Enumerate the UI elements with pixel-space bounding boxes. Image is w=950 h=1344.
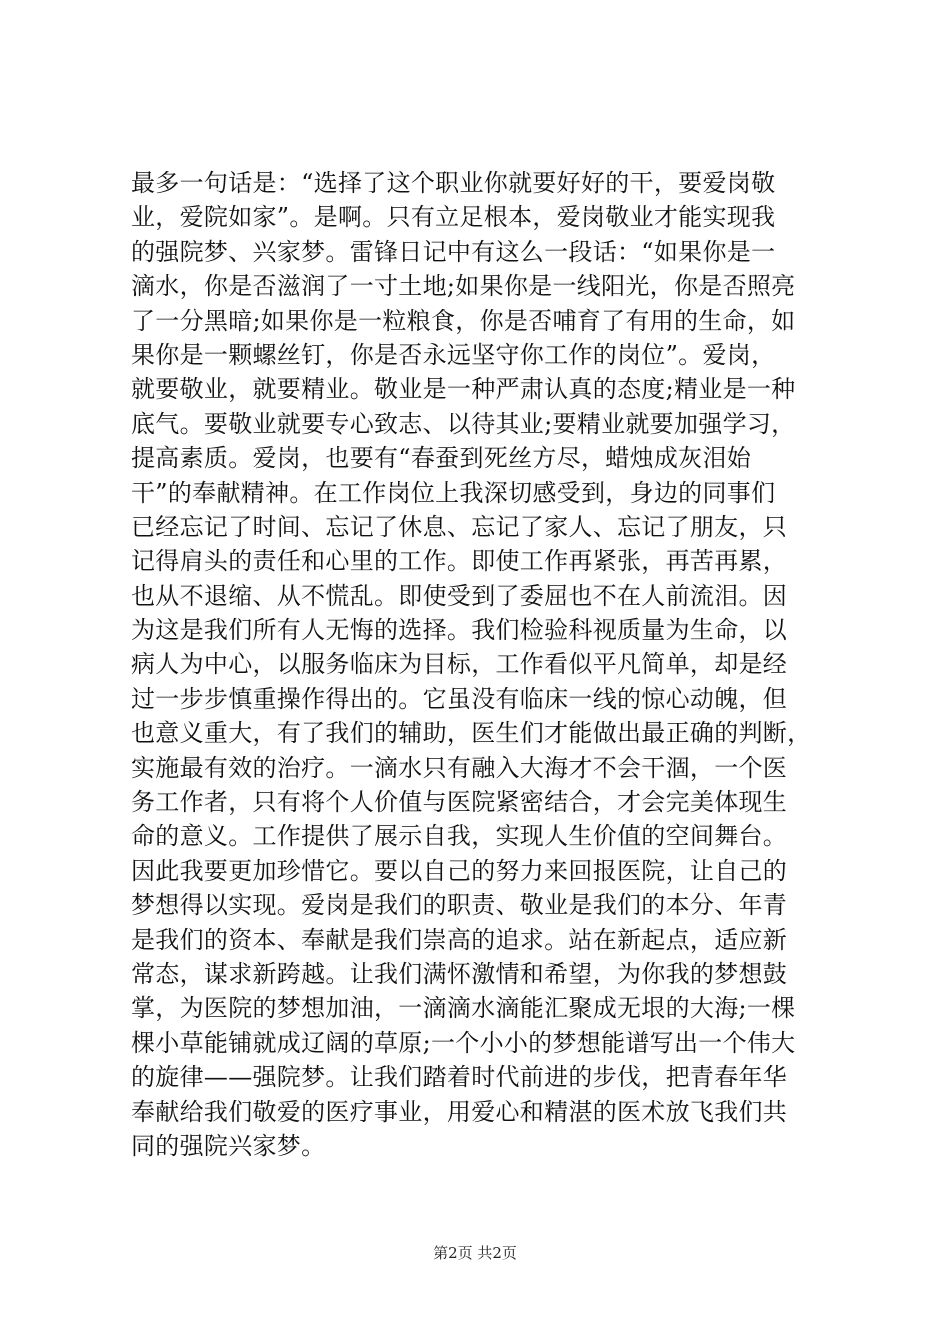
text-line: 记得肩头的责任和心里的工作。即使工作再紧张，再苦再累， — [131, 547, 788, 576]
text-line: 底气。要敬业就要专心致志、以待其业;要精业就要加强学习， — [131, 409, 796, 438]
text-line: 棵小草能铺就成辽阔的草原;一个小小的梦想能谱写出一个伟大 — [131, 1028, 796, 1057]
text-line: 同的强院兴家梦。 — [131, 1131, 326, 1160]
text-line: 提高素质。爱岗，也要有“春蚕到死丝方尽，蜡烛成灰泪始 — [131, 444, 752, 473]
text-line: 的旋律——强院梦。让我们踏着时代前进的步伐，把青春年华 — [131, 1063, 788, 1092]
text-line: 业，爱院如家”。是啊。只有立足根本，爱岗敬业才能实现我 — [131, 203, 776, 232]
text-line: 奉献给我们敬爱的医疗事业，用爱心和精湛的医术放飞我们共 — [131, 1097, 788, 1126]
text-line: 滴水，你是否滋润了一寸土地;如果你是一线阳光，你是否照亮 — [131, 272, 796, 301]
text-line: 常态，谋求新跨越。让我们满怀激情和希望，为你我的梦想鼓 — [131, 959, 788, 988]
text-line: 病人为中心，以服务临床为目标，工作看似平凡简单，却是经 — [131, 650, 788, 679]
text-line: 果你是一颗螺丝钉，你是否永远坚守你工作的岗位”。爱岗， — [131, 340, 776, 369]
text-line: 命的意义。工作提供了展示自我，实现人生价值的空间舞台。 — [131, 822, 788, 851]
text-line: 务工作者，只有将个人价值与医院紧密结合，才会完美体现生 — [131, 788, 788, 817]
text-line: 也从不退缩、从不慌乱。即使受到了委屈也不在人前流泪。因 — [131, 581, 788, 610]
text-line: 实施最有效的治疗。一滴水只有融入大海才不会干涸，一个医 — [131, 753, 788, 782]
text-line: 的强院梦、兴家梦。雷锋日记中有这么一段话：“如果你是一 — [131, 237, 776, 266]
text-line: 因此我要更加珍惜它。要以自己的努力来回报医院，让自己的 — [131, 856, 788, 885]
text-line: 也意义重大，有了我们的辅助，医生们才能做出最正确的判断， — [131, 719, 812, 748]
body-paragraph — [131, 166, 851, 1163]
text-line: 就要敬业，就要精业。敬业是一种严肃认真的态度;精业是一种 — [131, 375, 796, 404]
text-line: 掌，为医院的梦想加油，一滴滴水滴能汇聚成无垠的大海;一棵 — [131, 994, 796, 1023]
text-line: 是我们的资本、奉献是我们崇高的追求。站在新起点，适应新 — [131, 925, 788, 954]
text-line: 干”的奉献精神。在工作岗位上我深切感受到，身边的同事们 — [131, 478, 776, 507]
text-line: 为这是我们所有人无悔的选择。我们检验科视质量为生命，以 — [131, 616, 788, 645]
text-line: 最多一句话是：“选择了这个职业你就要好好的干，要爱岗敬 — [131, 169, 776, 197]
text-line: 过一步步慎重操作得出的。它虽没有临床一线的惊心动魄，但 — [131, 684, 788, 713]
text-line: 已经忘记了时间、忘记了休息、忘记了家人、忘记了朋友，只 — [131, 512, 788, 541]
text-line: 梦想得以实现。爱岗是我们的职责、敬业是我们的本分、年青 — [131, 891, 788, 920]
page-footer: 第2页 共2页 — [433, 1244, 517, 1262]
text-line: 了一分黑暗;如果你是一粒粮食，你是否哺育了有用的生命，如 — [131, 306, 796, 335]
